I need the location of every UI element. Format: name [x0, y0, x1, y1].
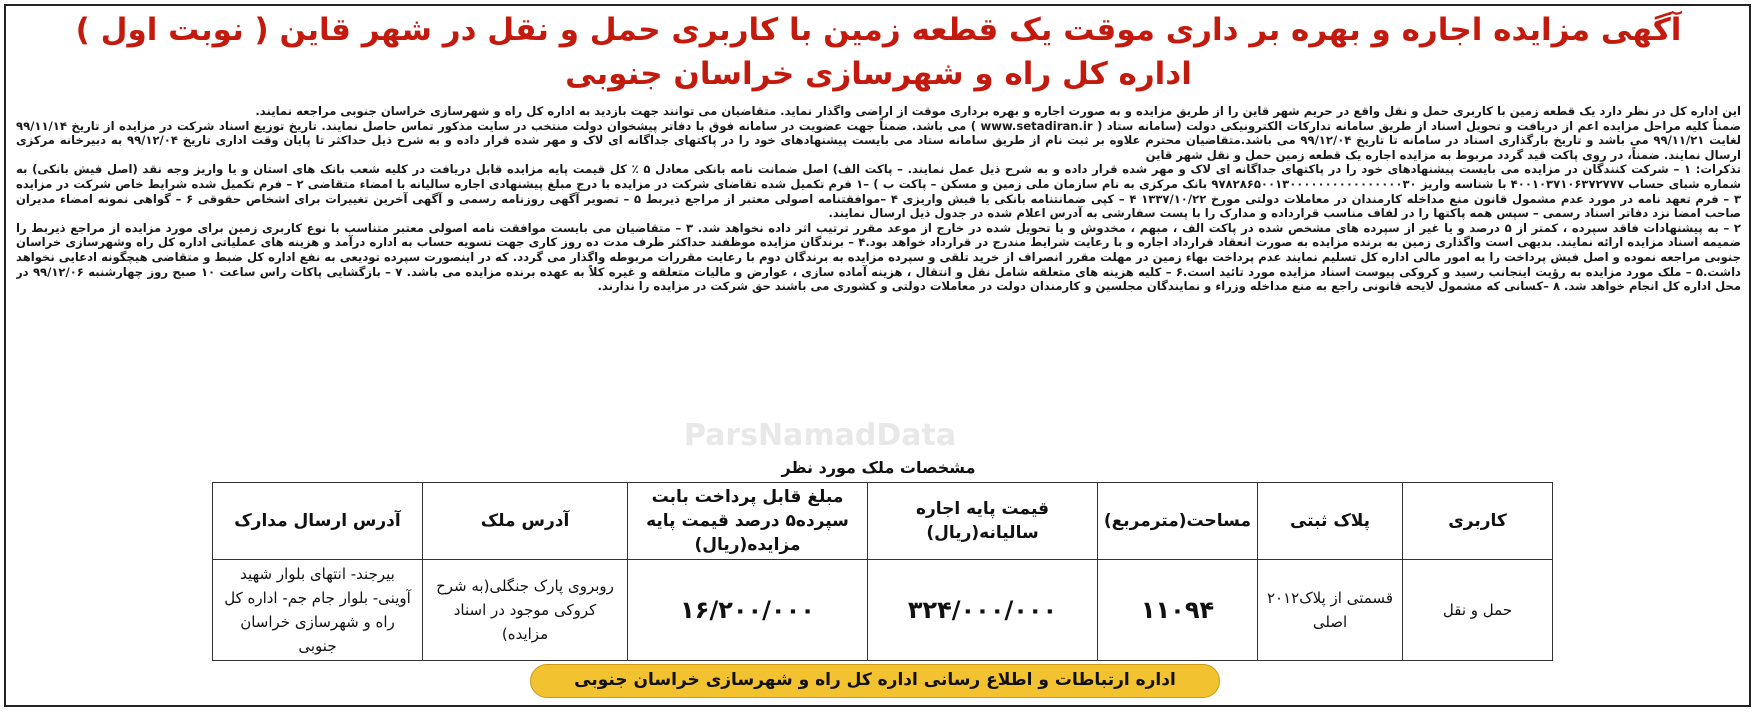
notice-title: آگهی مزایده اجاره و بهره بر داری موقت یک قطعه زمین با کاربری حمل و نقل در شهر قاین ( نوبت اول ) — [75, 12, 1682, 48]
property-specs-table — [212, 482, 1553, 661]
column-header: آدرس ملک — [423, 483, 628, 560]
plaque-cell: قسمتی از پلاک۲۰۱۲ اصلی — [1258, 560, 1403, 661]
notice-body — [16, 104, 1741, 470]
conditions-paragraph: ۲ – به پیشنهادات فاقد سپرده ، کمتر از ۵ درصد و یا غیر از سپرده های مشخص شده در پاکت الف ، مبهم ، مخدوش و یا تحویل شده در خارج از موعد مقرر ترتیب اثر داده نخواهد شد. ۳ – متقاضیان می بایست موافقت نامه اصولی معتبر متناسب با نوع کاربری زمین برای مورد مزایده از مراجع ذیربط را ضمیمه اسناد مزایده ارائه نمایند. بدیهی است واگذاری زمین به برنده مزایده به صورت انعقاد قرارداد اجاره و با رعایت شرایط مندرج در قرارداد خواهد بود.۴ – برندگان مزایده موظفند حداکثر ظرف مدت ده روز کاری جهت تسویه حساب به اداره درآمد و هزینه های عملیاتی اداره کل راه وشهرسازی خراسان جنوبی مراجعه نموده و اصل فیش پرداخت را به امور مالی اداره کل تسلیم نمایند عدم پرداخت بهاء زمین در مهلت مقرر انصراف از خرید تلقی و سپرده مزایده به برندگان دوم با رعایت مقررات مربوطه واگذار می گردد. که در اینصورت سپرده تودیعی به نفع اداره کل ضبط و متقاضی هیچگونه ادعایی نخواهد داشت.۵ – ملک مورد مزایده به رؤیت اینجانب رسید و کروکی پیوست اسناد مزایده مورد تائید است.۶ – کلیه هزینه های متعلقه شامل نقل و انتقال ، هزینه آماده سازی ، عوارض و مالیات متعلقه و غیره کلاً به عهده برنده مزایده می باشد. ۷ – بازگشایی پاکات راس ساعت ۱۰ صبح روز چهارشنبه ۹۹/۱۲/۰۶ در محل اداره کل انجام خواهد شد. ۸ –کسانی که مشمول لایحه قانونی راجع به منع مداخله وزراء و نمایندگان مجلسین و کارمندان دولت در معاملات دولتی و کشوری می باشند حق شرکت در مزایده را ندارند. — [16, 220, 1741, 294]
watermark: ParsNamadData — [683, 418, 957, 453]
column-header: قیمت پایه اجاره سالیانه(ریال) — [868, 483, 1098, 560]
column-header: مبلغ قابل پرداخت بابت سپرده۵ درصد قیمت پایه مزایده(ریال) — [628, 483, 868, 560]
notice-subtitle: اداره کل راه و شهرسازی خراسان جنوبی — [565, 56, 1192, 92]
usage-cell: حمل و نقل — [1403, 560, 1553, 661]
base-rent-cell: ۳۲۴/۰۰۰/۰۰۰ — [868, 560, 1098, 661]
notes-paragraph: تذکرات: ۱ – شرکت کنندگان در مزایده می بایست پیشنهادهای خود را در پاکتهای جداگانه ای لاک و مهر شده قرار داده و به شرح ذیل عمل نمایند. – پاکت الف) اصل ضمانت نامه بانکی معادل ۵ ٪ کل قیمت پایه مزایده قابل دریافت در کلیه شعب بانک های استان و یا واریز وجه نقد (اصل فیش بانکی) به شماره شبای حساب ۴۰۰۱۰۳۷۱۰۶۳۷۲۷۷۷ با شناسه واریز ۹۷۸۲۸۶۵۰۰۱۳۰۰۰۰۰۰۰۰۰۰۰۰۰۰۰۰۳۰ بانک مرکزی به نام سازمان ملی زمین و مسکن – پاکت ب ) –۱ فرم تکمیل شده تقاضای شرکت در مزایده با درج مبلغ پیشنهادی اجاره سالیانه با امضاء متقاضی ۲ – فرم تکمیل شده شرایط خاص شرکت در مزایده ۳ – فرم تعهد نامه در مورد عدم مشمول قانون منع مداخله کارمندان در معاملات دولتی مورخ ۱۳۳۷/۱۰/۲۲ ۴ – کپی ضمانتنامه بانکی یا فیش واریزی ۴ –موافقتنامه اصولی معتبر از مراجع ذیربط ۵ – تصویر آگهی روزنامه رسمی و آگهی آخرین تغییرات برای اشخاص حقوقی ۶ – گواهی نمونه امضاء مدیران صاحب امضا نزد دفاتر اسناد رسمی – سپس همه پاکتها را در لفاف مناسب قرارداده و مدارک را با پست سفارشی به آدرس اعلام شده در جدول ذیل ارسال نمایند. — [16, 162, 1741, 221]
table-heading: مشخصات ملک مورد نظر — [781, 458, 976, 477]
intro-paragraph: این اداره کل در نظر دارد یک قطعه زمین با کاربری حمل و نقل واقع در حریم شهر قاین را از طریق مزایده و به صورت اجاره و بهره برداری موقت از اراضی واگذار نماید. متقاضیان می توانند جهت بازدید به اداره کل راه و شهرسازی خراسان جنوبی مراجعه نمایند. — [255, 104, 1741, 118]
area-cell: ۱۱۰۹۴ — [1098, 560, 1258, 661]
column-header: مساحت(مترمربع) — [1098, 483, 1258, 560]
property-address-cell: روبروی پارک جنگلی(به شرح کروکی موجود در اسناد مزایده) — [423, 560, 628, 661]
column-header: کاربری — [1403, 483, 1553, 560]
deposit-cell: ۱۶/۲۰۰/۰۰۰ — [628, 560, 868, 661]
column-header: پلاک ثبتی — [1258, 483, 1403, 560]
table-row — [213, 560, 1553, 661]
document-address-cell: بیرجند- انتهای بلوار شهید آوینی- بلوار جام جم- اداره کل راه و شهرسازی خراسان جنوبی — [213, 560, 423, 661]
table-header-row — [213, 483, 1553, 560]
column-header: آدرس ارسال مدارک — [213, 483, 423, 560]
procedure-paragraph: ضمناً کلیه مراحل مزایده اعم از دریافت و تحویل اسناد از طریق سامانه تدارکات الکترونیکی دولت (سامانه ستاد ( www.setadiran.ir ) می باشد. ضمناً جهت عضویت در سامانه فوق با دفاتر پیشخوان دولت منتخب در سایت مذکور تماس حاصل نمایند. تاریخ توزیع اسناد شرکت در مزایده از تاریخ ۹۹/۱۱/۱۴ لغایت ۹۹/۱۱/۲۱ می باشد و تاریخ بارگذاری اسناد در سامانه تا تاریخ ۹۹/۱۲/۰۴ می باشد.متقاضیان محترم علاوه بر ثبت نام از طریق سامانه ستاد می بایست پیشنهادهای خود را در پاکتهای جداگانه ای لاک و مهر شده قرار داده و به شرح ذیل حداکثر تا پایان وقت اداری تاریخ ۹۹/۱۲/۰۴ به دبیرخانه مرکزی ارسال نمایند. ضمناً، در روی پاکت قید گردد مربوط به مزایده اجاره یک قطعه زمین حمل و نقل شهر قاین — [16, 118, 1741, 162]
footer-banner: اداره ارتباطات و اطلاع رسانی اداره کل راه و شهرسازی خراسان جنوبی — [530, 664, 1220, 698]
